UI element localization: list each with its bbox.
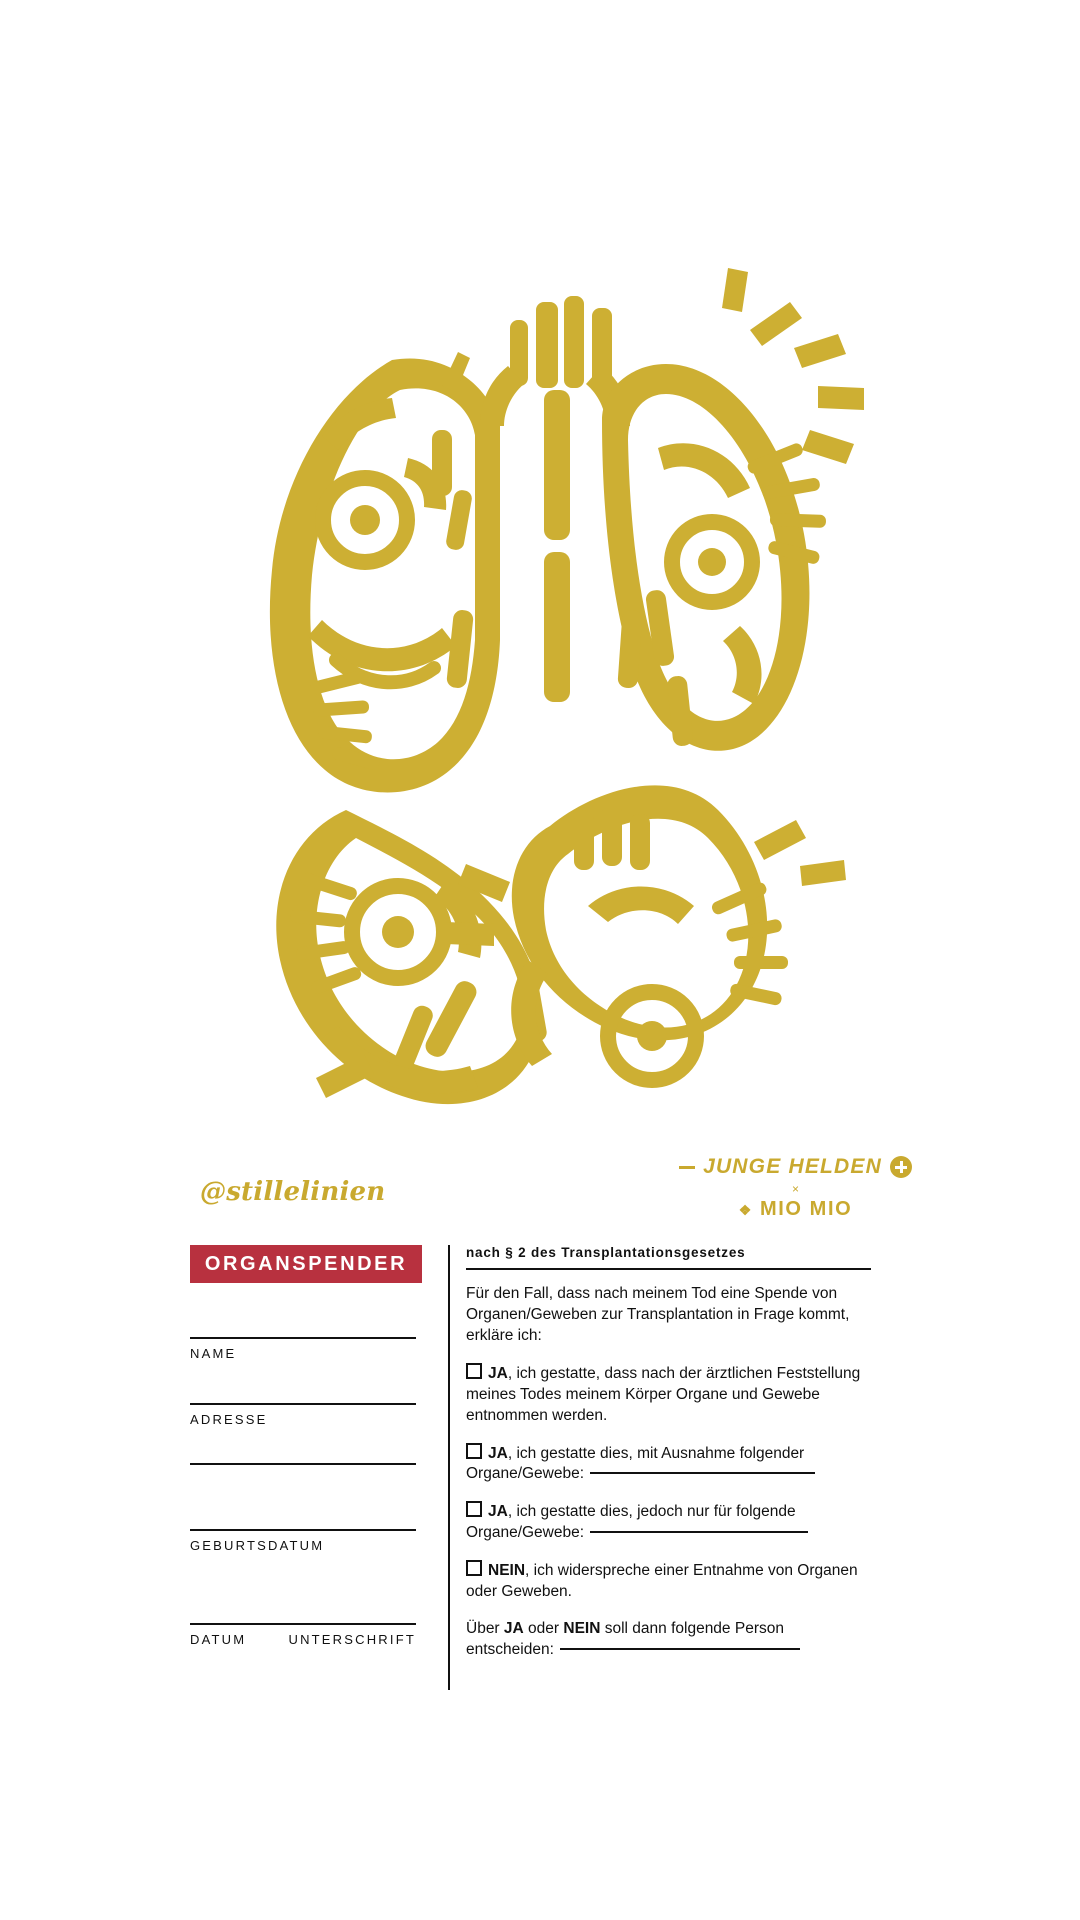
- datum-label: DATUM: [190, 1632, 247, 1647]
- option-ja-full-text: , ich gestatte, dass nach der ärztlichen Feststellung meines Todes meinem Körper Organe und Gewebe entnommen werden.: [466, 1364, 861, 1424]
- brand-junge-helden: [679, 1155, 912, 1179]
- checkbox-nein[interactable]: [466, 1560, 482, 1576]
- option-ja-except-strong: JA: [488, 1444, 508, 1462]
- adresse-write-line-2[interactable]: [190, 1463, 416, 1465]
- option-nein-strong: NEIN: [488, 1562, 526, 1580]
- card-right-column: [448, 1245, 875, 1690]
- decider-suffix: soll dann folgende Person entscheiden:: [466, 1620, 784, 1658]
- geburtsdatum-write-line[interactable]: [190, 1529, 416, 1531]
- artist-handle: @stillelinien: [200, 1177, 386, 1207]
- adresse-write-line[interactable]: [190, 1403, 416, 1405]
- option-ja-except-text: , ich gestatte dies, mit Ausnahme folgender Organe/Gewebe:: [466, 1444, 805, 1483]
- intro-paragraph: Für den Fall, dass nach meinem Tod eine Spende von Organen/Geweben zur Transplantation in Frage kommt, erkläre ich:: [466, 1285, 850, 1344]
- brand-mio-mio: [679, 1198, 912, 1221]
- card-title-badge: ORGANSPENDER: [190, 1245, 422, 1283]
- field-datum-unterschrift[interactable]: [190, 1623, 416, 1647]
- brand-separator: ×: [792, 1182, 800, 1196]
- brand-line2-label: MIO MIO: [759, 1198, 853, 1220]
- decider-write-line[interactable]: [560, 1648, 800, 1650]
- card-left-column: [190, 1245, 438, 1690]
- organ-artwork: [150, 190, 940, 1150]
- option-ja-only-strong: JA: [488, 1503, 508, 1521]
- decider-paragraph[interactable]: [466, 1619, 871, 1661]
- signature-write-line[interactable]: [190, 1623, 416, 1625]
- name-write-line[interactable]: [190, 1337, 416, 1339]
- field-geburtsdatum[interactable]: [190, 1529, 416, 1553]
- option-nein-text: , ich widerspreche einer Entnahme von Organen oder Geweben.: [466, 1562, 858, 1601]
- geburtsdatum-label: GEBURTSDATUM: [190, 1538, 325, 1553]
- checkbox-ja-except[interactable]: [466, 1443, 482, 1459]
- option-ja-except[interactable]: [466, 1443, 871, 1486]
- medical-cross-icon: [890, 1156, 912, 1178]
- credits-row: [150, 1155, 940, 1225]
- decider-strong-nein: NEIN: [563, 1620, 601, 1638]
- decider-strong-ja: JA: [503, 1620, 524, 1638]
- adresse-label: ADRESSE: [190, 1412, 268, 1427]
- field-adresse-line2[interactable]: [190, 1463, 416, 1472]
- brand-line1-label: JUNGE HELDEN: [703, 1155, 882, 1178]
- field-name[interactable]: [190, 1337, 416, 1361]
- mio-mio-mark-icon: ❖: [738, 1201, 753, 1218]
- ja-except-write-line[interactable]: [590, 1472, 815, 1474]
- option-ja-full-strong: JA: [488, 1364, 508, 1382]
- decider-middle: oder: [523, 1620, 564, 1638]
- law-reference: nach § 2 des Transplantationsgesetzes: [466, 1245, 871, 1270]
- option-ja-only-text: , ich gestatte dies, jedoch nur für folgende Organe/Gewebe:: [466, 1503, 796, 1542]
- option-ja-only[interactable]: [466, 1501, 871, 1544]
- brand-lockup: [679, 1155, 912, 1221]
- decider-prefix: Über: [466, 1620, 504, 1638]
- field-adresse[interactable]: [190, 1403, 416, 1427]
- option-ja-full[interactable]: [466, 1363, 871, 1427]
- organ-donor-card: [190, 1245, 875, 1690]
- unterschrift-label: UNTERSCHRIFT: [288, 1632, 416, 1647]
- dash-icon: [679, 1166, 695, 1169]
- checkbox-ja-only[interactable]: [466, 1501, 482, 1517]
- ja-only-write-line[interactable]: [590, 1531, 808, 1533]
- name-label: NAME: [190, 1346, 237, 1361]
- option-nein[interactable]: [466, 1560, 871, 1603]
- checkbox-ja-full[interactable]: [466, 1363, 482, 1379]
